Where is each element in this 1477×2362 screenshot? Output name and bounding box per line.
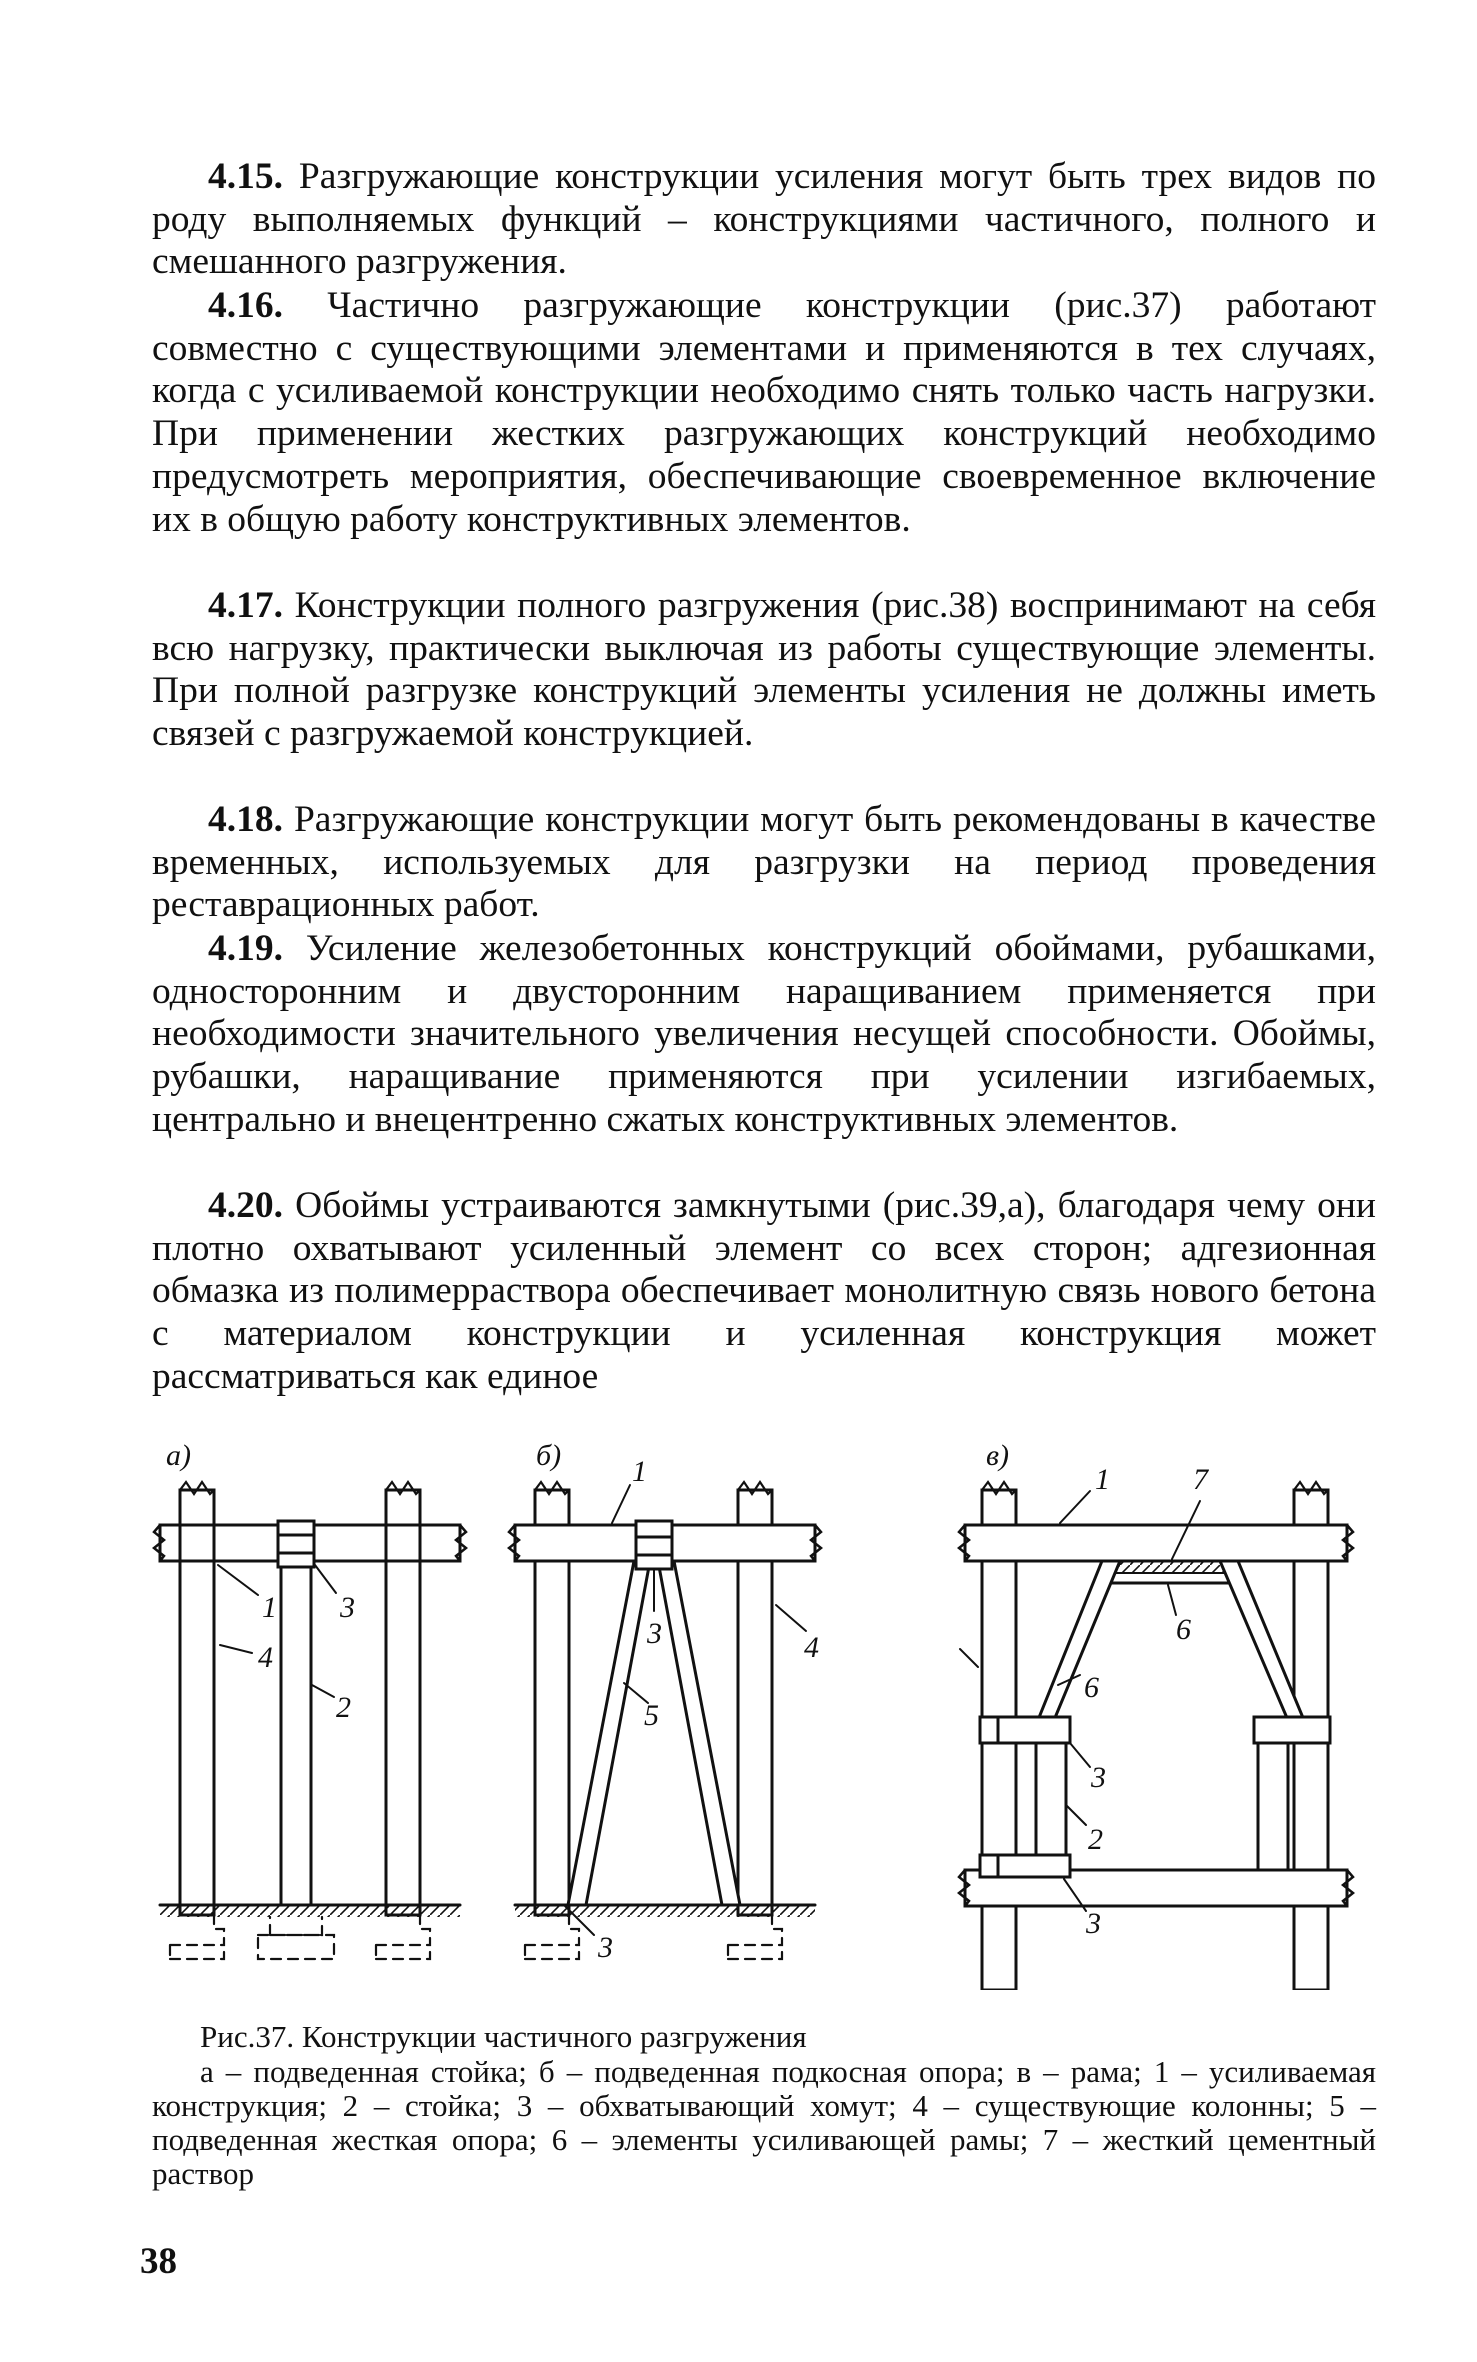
callout-c-3b: 3 xyxy=(1086,1907,1101,1940)
callout-c-6a: 6 xyxy=(1176,1613,1191,1646)
paragraph-text: Разгружающие конструкции могут быть рекомендованы в качестве временных, используемых для разгрузки на период проведения реставрационных работ. xyxy=(152,799,1377,926)
paragraph-text: Обоймы устраиваются замкнутыми (рис.39,а), благодаря чему они плотно охватывают усиленный элемент со всех сторон; адгезионная обмазка из полимерраствора обеспечивает монолитную связь нового бетона с материалом конструкции и усиленная конструкция может рассматриваться как единое xyxy=(152,1185,1376,1397)
panel-c xyxy=(959,1482,1353,1990)
callout-b-5: 5 xyxy=(644,1699,659,1732)
panel-c-label: в) xyxy=(986,1439,1010,1472)
callout-c-1: 1 xyxy=(1095,1463,1110,1496)
callout-c-2: 2 xyxy=(1088,1823,1103,1856)
paragraph-text: Конструкции полного разгружения (рис.38) воспринимают на себя всю нагрузку, практически выключая из работы существующие элементы. При полной разгрузке конструкций элементы усиления не должны иметь связей с разгружаемой конструкцией. xyxy=(152,585,1377,755)
callout-c-7: 7 xyxy=(1193,1463,1208,1496)
paragraph-number: 4.16. xyxy=(208,285,283,326)
callout-c-3a: 3 xyxy=(1091,1761,1106,1794)
callout-b-3: 3 xyxy=(647,1617,662,1650)
page-number: 38 xyxy=(140,2241,177,2282)
paragraph-number: 4.17. xyxy=(208,585,283,626)
paragraph-number: 4.15. xyxy=(208,156,283,197)
paragraph-number: 4.19. xyxy=(208,928,283,969)
paragraph-number: 4.18. xyxy=(208,799,283,840)
paragraph-4-15 xyxy=(152,156,1376,284)
callout-b-3-bottom: 3 xyxy=(598,1931,613,1964)
figure-37 xyxy=(140,1435,1380,1990)
callout-a-3: 3 xyxy=(340,1591,355,1624)
callout-a-4: 4 xyxy=(258,1641,273,1674)
panel-b xyxy=(509,1482,821,1959)
paragraph-number: 4.20. xyxy=(208,1185,283,1226)
callout-a-1: 1 xyxy=(262,1591,277,1624)
callout-a-2: 2 xyxy=(336,1691,351,1724)
paragraph-4-19 xyxy=(152,928,1376,1142)
paragraph-text: Частично разгружающие конструкции (рис.37) работают совместно с существующими элементами и применяются в тех случаях, когда с усиливаемой конструкции необходимо снять только часть нагрузки. При применении жестких разгружающих конструкций необходимо предусмотреть мероприятия, обеспечивающие своевременное включение их в общую работу конструктивных элементов. xyxy=(152,285,1377,540)
caption-legend-text: а – подведенная стойка; б – подведенная подкосная опора; в – рама; 1 – усиливаемая конструкция; 2 – стойка; 3 – обхватывающий хомут; 4 – существующие колонны; 5 – подведенная жесткая опора; 6 – элементы усиливающей рамы; 7 – жесткий цементный раствор xyxy=(152,2054,1376,2191)
callout-b-4: 4 xyxy=(804,1631,819,1664)
panel-a xyxy=(154,1482,466,1959)
figure-caption-title: Рис.37. Конструкции частичного разгружения xyxy=(200,2019,807,2054)
paragraph-text: Разгружающие конструкции усиления могут быть трех видов по роду выполняемых функций – конструкциями частичного, полного и смешанного разгружения. xyxy=(152,156,1376,283)
panel-b-label: б) xyxy=(536,1439,562,1472)
paragraph-4-20 xyxy=(152,1185,1376,1399)
paragraph-4-18 xyxy=(152,799,1376,927)
paragraph-4-16 xyxy=(152,285,1376,541)
callout-c-6b: 6 xyxy=(1084,1671,1099,1704)
panel-a-label: а) xyxy=(166,1439,191,1472)
figure-caption-body xyxy=(152,2055,1376,2191)
paragraph-4-17 xyxy=(152,585,1376,756)
paragraph-text: Усиление железобетонных конструкций обоймами, рубашками, односторонним и двусторонним наращиванием применяется при необходимости значительного увеличения несущей способности. Обоймы, рубашки, наращивание применяются при усилении изгибаемых, центрально и внецентренно сжатых конструктивных элементов. xyxy=(152,928,1376,1140)
callout-b-1: 1 xyxy=(632,1455,647,1488)
